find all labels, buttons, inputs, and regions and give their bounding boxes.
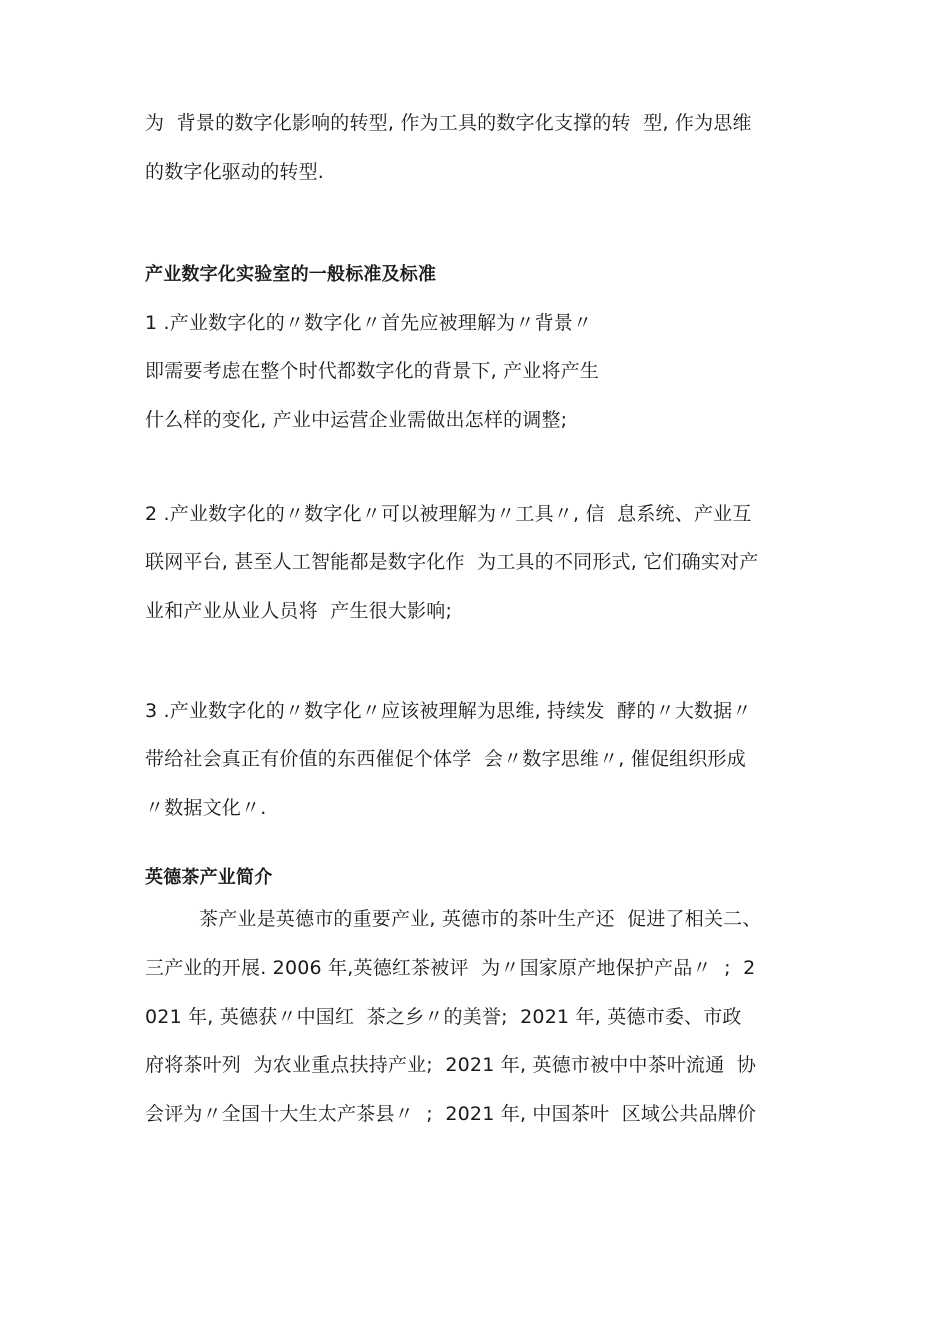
- point3-line-1: 3 .产业数字化的〃数字化〃应该被理解为思维, 持续发 酵的〃大数据〃: [145, 700, 752, 722]
- paragraph-line-4: 府将茶叶列 为农业重点扶持产业; 2021 年, 英德市被中中茶叶流通 协: [145, 1054, 757, 1076]
- paragraph-line-3: 021 年, 英德获〃中国红 茶之乡〃的美誉; 2021 年, 英德市委、市政: [145, 1006, 742, 1028]
- section1-heading: 产业数字化实验室的一般标准及标准: [145, 264, 437, 285]
- point2-line-2: 联网平台, 甚至人工智能都是数字化作 为工具的不同形式, 它们确实对产: [145, 551, 759, 573]
- paragraph-line-1: 茶产业是英德市的重要产业, 英德市的茶叶生产还 促进了相关二、: [199, 908, 762, 930]
- point1-line-3: 什么样的变化, 产业中运营企业需做出怎样的调整;: [145, 409, 568, 431]
- paragraph-line-2: 三产业的开展. 2006 年,英德红茶被评 为〃国家原产地保护产品〃 ; 2: [145, 957, 756, 979]
- point2-line-1: 2 .产业数字化的〃数字化〃可以被理解为〃工具〃, 信 息系统、产业互: [145, 503, 752, 525]
- intro-line-1: 为 背景的数字化影响的转型, 作为工具的数字化支撑的转 型, 作为思维: [145, 112, 752, 134]
- section2-heading: 英德茶产业简介: [145, 867, 273, 888]
- point3-line-2: 带给社会真正有价值的东西催促个体学 会〃数字思维〃, 催促组织形成: [145, 748, 746, 770]
- point1-line-2: 即需要考虑在整个时代都数字化的背景下, 产业将产生: [145, 360, 600, 382]
- paragraph-line-5: 会评为〃全国十大生太产茶县〃 ; 2021 年, 中国茶叶 区域公共品牌价: [145, 1103, 757, 1125]
- point1-line-1: 1 .产业数字化的〃数字化〃首先应被理解为〃背景〃: [145, 312, 593, 334]
- point2-line-3: 业和产业从业人员将 产生很大影响;: [145, 600, 453, 622]
- intro-line-2: 的数字化驱动的转型.: [145, 161, 325, 183]
- point3-line-3: 〃数据文化〃.: [145, 797, 267, 819]
